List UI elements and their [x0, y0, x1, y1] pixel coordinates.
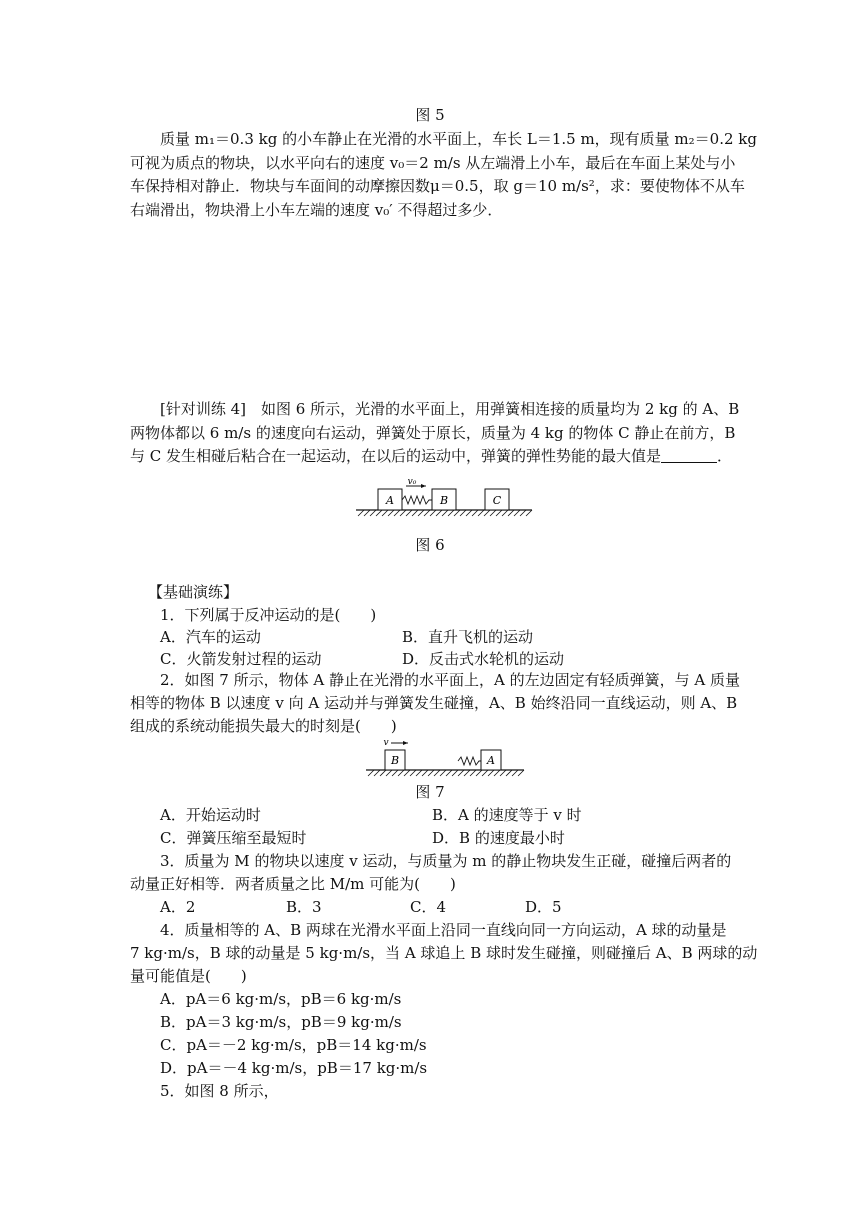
- q1-option-a[interactable]: A．汽车的运动: [160, 628, 261, 646]
- q2-option-c[interactable]: C．弹簧压缩至最短时: [160, 829, 307, 847]
- section-title: 【基础演练】: [148, 583, 239, 601]
- q3-option-c[interactable]: C．4: [410, 898, 447, 916]
- problem-line-2: 可视为质点的物块，以水平向右的速度 v₀＝2 m/s 从左端滑上小车，最后在车面上某处与小: [130, 154, 736, 172]
- velocity-arrowhead: [403, 741, 408, 745]
- velocity-label: v₀: [407, 477, 417, 487]
- practice4-line-3-end: ．: [717, 447, 733, 465]
- practice4-line-2: 两物体都以 6 m/s 的速度向右运动，弹簧处于原长，质量为 4 kg 的物体 C 静止在前方，B: [130, 424, 736, 442]
- practice4-line-3-text: 与 C 发生相碰后粘合在一起运动，在以后的运动中，弹簧的弹性势能的最大值是: [130, 447, 662, 465]
- ground-hatch: [368, 770, 524, 776]
- fig6-caption: 图 6: [415, 536, 445, 554]
- q4-line-3: 量可能值是( ): [130, 967, 247, 985]
- q3-option-b[interactable]: B．3: [286, 898, 322, 916]
- practice4-line-3: [130, 447, 732, 465]
- q5-stem: 5．如图 8 所示，: [160, 1082, 279, 1100]
- velocity-label: v: [383, 738, 389, 748]
- q2-option-a[interactable]: A．开始运动时: [160, 806, 261, 824]
- problem-line-3: 车保持相对静止．物块与车面间的动摩擦因数μ＝0.5，取 g＝10 m/s²，求：要使物体不从车: [130, 177, 745, 195]
- answer-blank[interactable]: [661, 448, 717, 463]
- q3-line-1: 3．质量为 M 的物块以速度 v 运动，与质量为 m 的静止物块发生正碰，碰撞后两者的: [160, 852, 732, 870]
- spring: [402, 496, 432, 504]
- q1-stem: 1．下列属于反冲运动的是( ): [160, 606, 377, 624]
- q4-option-c[interactable]: C．pA＝－2 kg·m/s，pB＝14 kg·m/s: [160, 1036, 427, 1054]
- block-b-label: B: [390, 754, 400, 767]
- q1-option-d[interactable]: D．反击式水轮机的运动: [402, 650, 565, 668]
- problem-line-1: 质量 m₁＝0.3 kg 的小车静止在光滑的水平面上，车长 L＝1.5 m，现有质量 m₂＝0.2 kg: [160, 130, 757, 148]
- practice4-line-1: [针对训练 4] 如图 6 所示，光滑的水平面上，用弹簧相连接的质量均为 2 kg 的 A、B: [160, 400, 740, 418]
- q3-line-2: 动量正好相等．两者质量之比 M/m 可能为( ): [130, 875, 456, 893]
- velocity-arrowhead: [421, 484, 426, 488]
- q1-option-c[interactable]: C．火箭发射过程的运动: [160, 650, 322, 668]
- q4-line-1: 4．质量相等的 A、B 两球在光滑水平面上沿同一直线向同一方向运动，A 球的动量是: [160, 921, 727, 939]
- q3-option-d[interactable]: D．5: [525, 898, 562, 916]
- q4-option-a[interactable]: A．pA＝6 kg·m/s，pB＝6 kg·m/s: [160, 990, 402, 1008]
- block-b-label: B: [439, 494, 449, 507]
- block-c-label: C: [492, 494, 502, 507]
- q1-option-b[interactable]: B．直升飞机的运动: [402, 628, 534, 646]
- q3-option-a[interactable]: A．2: [160, 898, 196, 916]
- block-a-label: A: [487, 754, 495, 767]
- q4-option-b[interactable]: B．pA＝3 kg·m/s，pB＝9 kg·m/s: [160, 1013, 402, 1031]
- q2-line-3: 组成的系统动能损失最大的时刻是( ): [130, 717, 397, 735]
- q2-line-1: 2．如图 7 所示，物体 A 静止在光滑的水平面上，A 的左边固定有轻质弹簧，与 A 质量: [160, 671, 740, 689]
- q4-option-d[interactable]: D．pA＝－4 kg·m/s，pB＝17 kg·m/s: [160, 1059, 428, 1077]
- fig7-caption: 图 7: [415, 783, 445, 801]
- q2-option-d[interactable]: D．B 的速度最小时: [432, 829, 565, 847]
- fig7-diagram: [364, 737, 526, 777]
- ground-hatch: [358, 510, 532, 516]
- problem-line-4: 右端滑出，物块滑上小车左端的速度 v₀′ 不得超过多少．: [130, 201, 503, 219]
- q2-line-2: 相等的物体 B 以速度 v 向 A 运动并与弹簧发生碰撞，A、B 始终沿同一直线运动，则 A、B: [130, 694, 738, 712]
- q4-line-2: 7 kg·m/s，B 球的动量是 5 kg·m/s，当 A 球追上 B 球时发生碰撞，则碰撞后 A、B 两球的动: [130, 944, 758, 962]
- fig6-diagram: [354, 476, 534, 518]
- fig5-caption: 图 5: [415, 106, 445, 124]
- spring: [458, 757, 481, 765]
- q2-option-b[interactable]: B．A 的速度等于 v 时: [432, 806, 582, 824]
- block-a-label: A: [386, 494, 394, 507]
